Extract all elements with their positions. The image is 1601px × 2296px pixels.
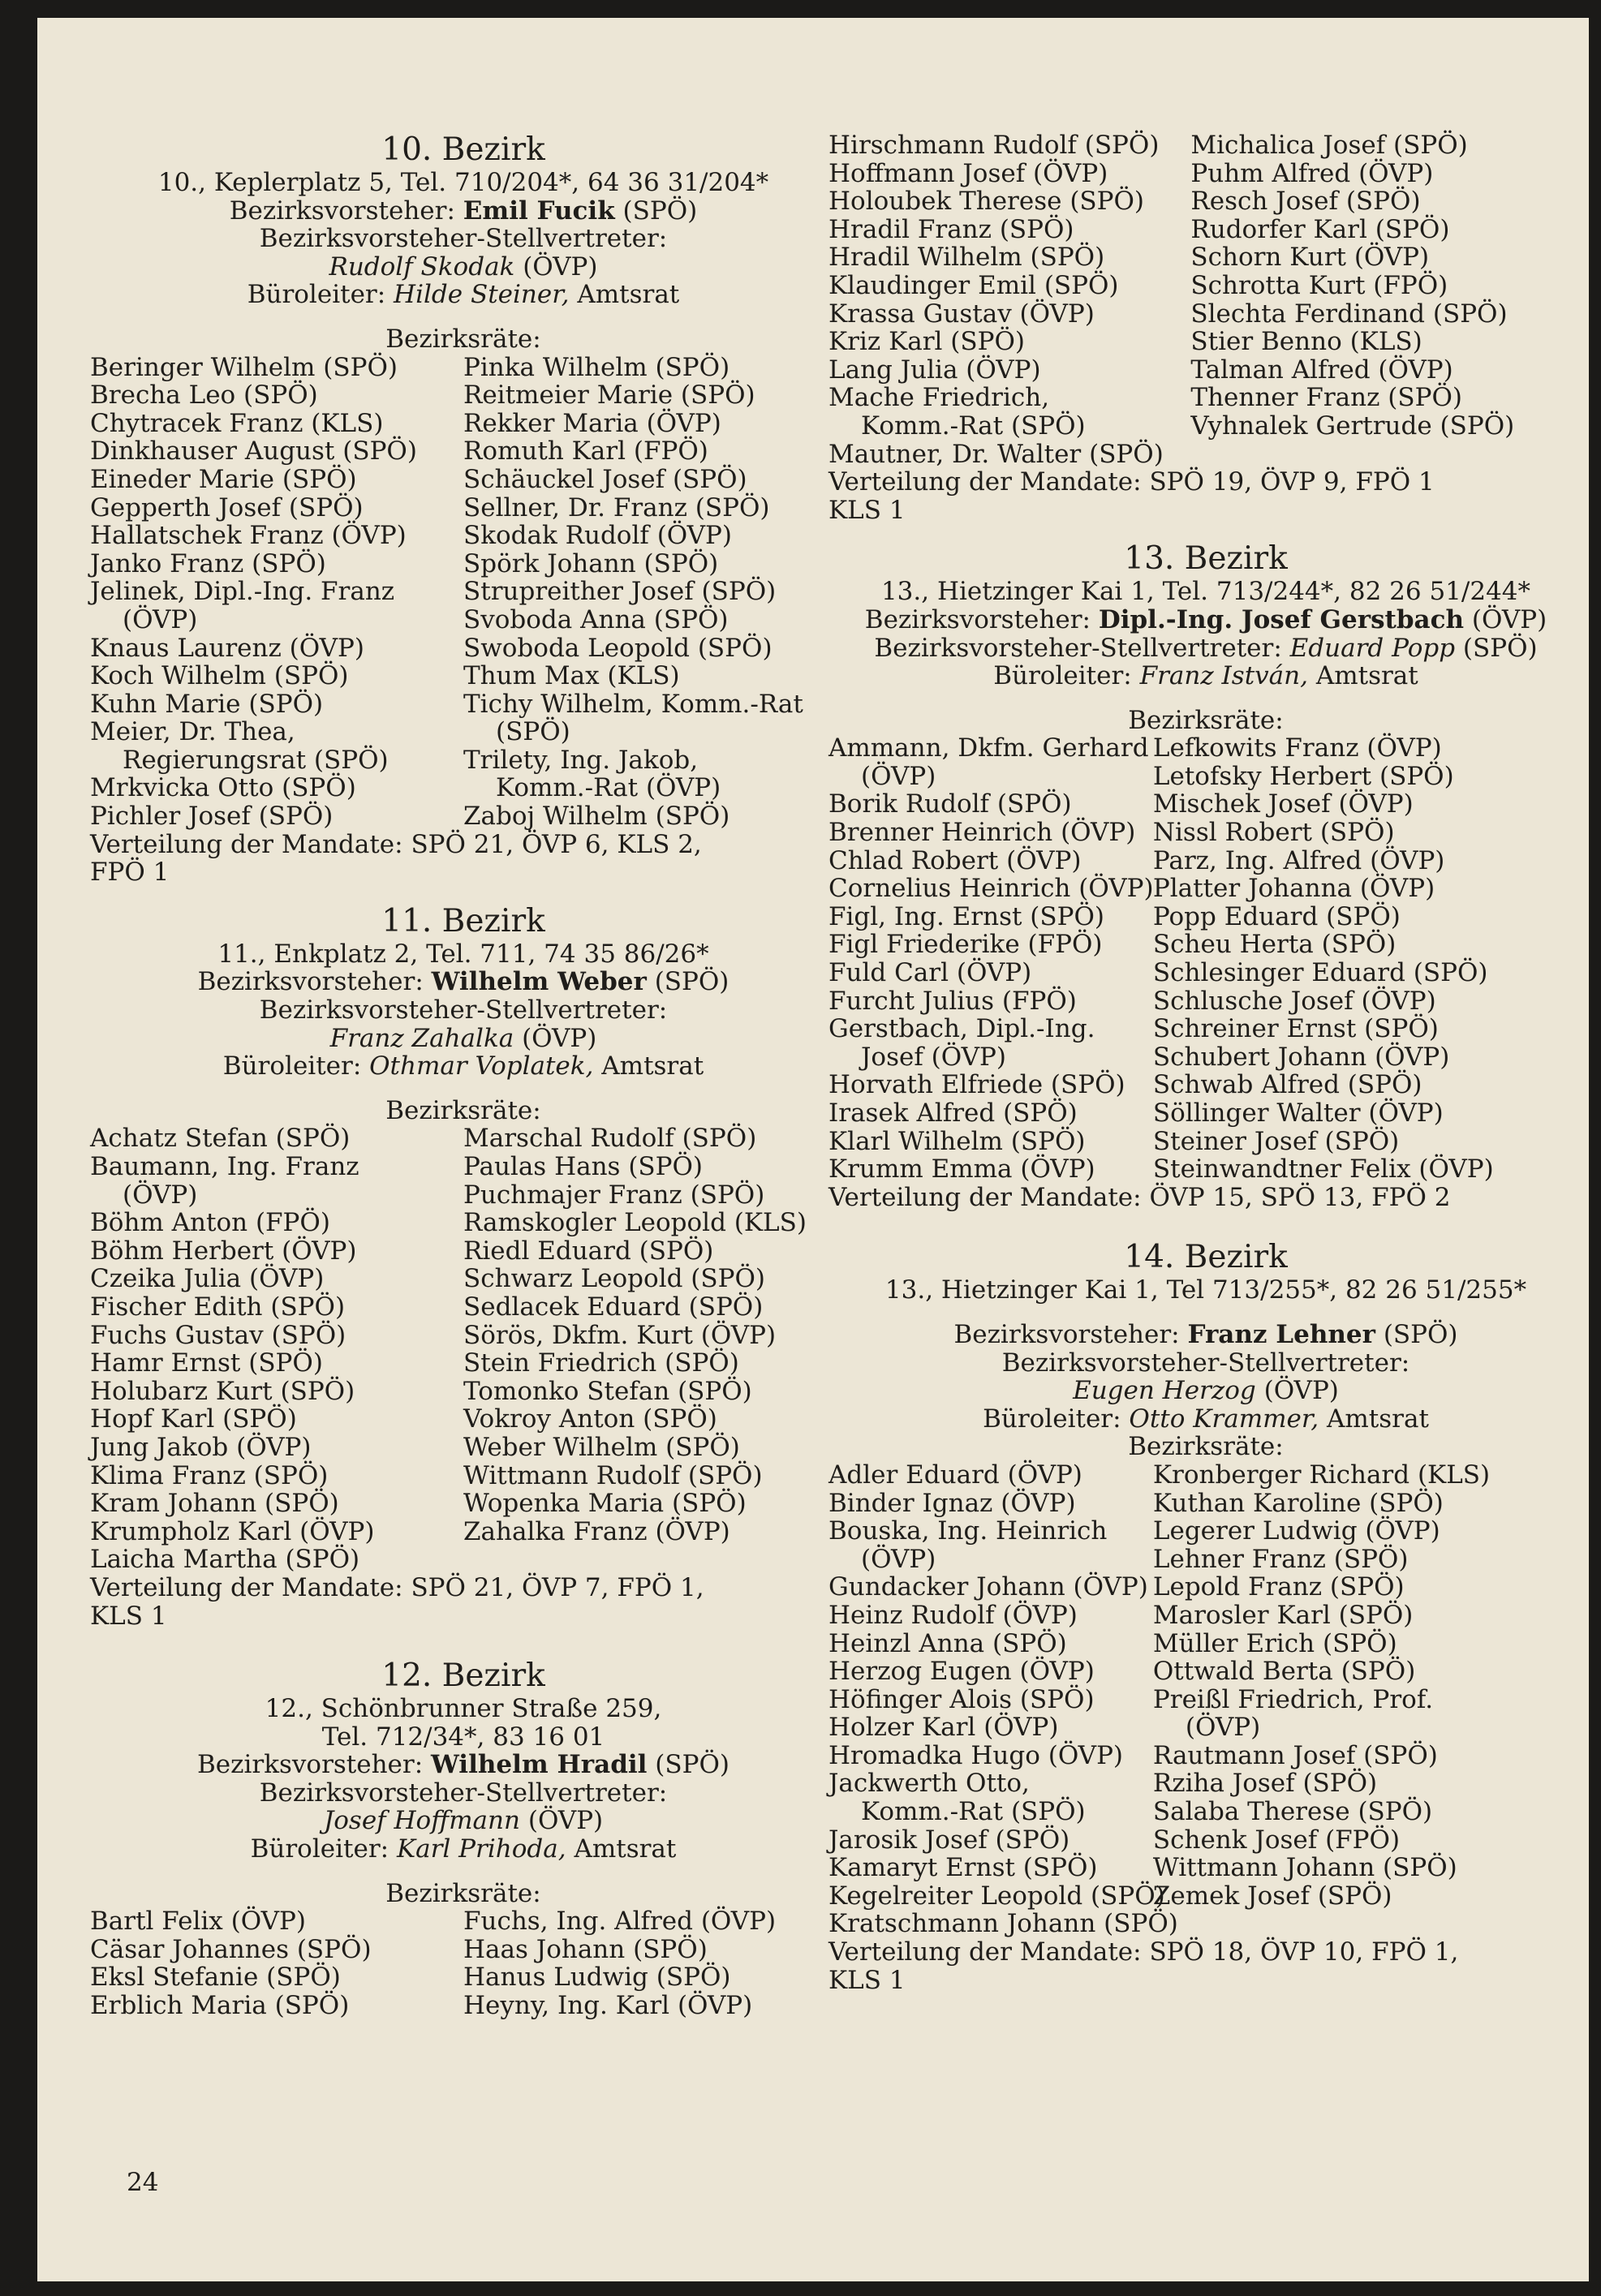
list-item: Nissl Robert (SPÖ) xyxy=(1152,818,1395,848)
list-item: Schwab Alfred (SPÖ) xyxy=(1152,1070,1422,1100)
list-item: (ÖVP) xyxy=(861,761,936,791)
list-item: Achatz Stefan (SPÖ) xyxy=(90,1124,351,1154)
list-item: Vyhnalek Gertrude (SPÖ) xyxy=(1190,411,1515,441)
address-12b: Tel. 712/34*, 83 16 01 xyxy=(321,1722,605,1752)
members-list-12-cont xyxy=(828,131,1583,468)
list-item: Puchmajer Franz (SPÖ) xyxy=(463,1180,765,1210)
stv-label-10: Bezirksvorsteher-Stellvertreter: xyxy=(259,224,668,254)
list-item: Romuth Karl (FPÖ) xyxy=(463,436,708,467)
mandate-12b: KLS 1 xyxy=(828,495,906,525)
stv-label-11: Bezirksvorsteher-Stellvertreter: xyxy=(259,995,668,1025)
address-12a: 12., Schönbrunner Straße 259, xyxy=(265,1694,662,1724)
vorsteher-12: Bezirksvorsteher: Wilhelm Hradil (SPÖ) xyxy=(197,1750,729,1780)
list-item: Zahalka Franz (ÖVP) xyxy=(463,1516,730,1546)
list-item: Parz, Ing. Alfred (ÖVP) xyxy=(1152,845,1445,875)
list-item: Beringer Wilhelm (SPÖ) xyxy=(90,352,398,382)
list-item: Sörös, Dkfm. Kurt (ÖVP) xyxy=(463,1320,777,1350)
list-item: Hallatschek Franz (ÖVP) xyxy=(90,521,407,551)
mandate-14: Verteilung der Mandate: SPÖ 18, ÖVP 10, FPÖ 1, xyxy=(828,1937,1459,1967)
list-item: Wittmann Rudolf (SPÖ) xyxy=(463,1460,763,1490)
list-item: Pinka Wilhelm (SPÖ) xyxy=(463,352,730,382)
list-item: Stier Benno (KLS) xyxy=(1190,327,1422,357)
list-item: Adler Eduard (ÖVP) xyxy=(828,1460,1082,1490)
stv-13: Bezirksvorsteher-Stellvertreter: Eduard Popp (SPÖ) xyxy=(874,633,1538,663)
stv-11: Franz Zahalka (ÖVP) xyxy=(329,1023,597,1053)
list-item: (ÖVP) xyxy=(861,1544,936,1574)
list-item: Komm.-Rat (SPÖ) xyxy=(861,411,1086,441)
list-item: Horvath Elfriede (SPÖ) xyxy=(828,1070,1125,1100)
list-item: Komm.-Rat (ÖVP) xyxy=(496,773,721,803)
stv-label-14: Bezirksvorsteher-Stellvertreter: xyxy=(1001,1348,1410,1378)
list-item: Preißl Friedrich, Prof. xyxy=(1152,1684,1434,1714)
buero-13: Büroleiter: Franz István, Amtsrat xyxy=(993,661,1418,691)
list-item: Marschal Rudolf (SPÖ) xyxy=(463,1124,757,1154)
list-item: Wittmann Johann (SPÖ) xyxy=(1152,1853,1457,1883)
list-item: Steiner Josef (SPÖ) xyxy=(1152,1126,1400,1156)
members-list-13 xyxy=(828,734,1583,1184)
list-item: Kratschmann Johann (SPÖ) xyxy=(828,1909,1178,1939)
list-item: Furcht Julius (FPÖ) xyxy=(828,986,1077,1016)
list-item: Ammann, Dkfm. Gerhard xyxy=(828,733,1149,763)
list-item: Kronberger Richard (KLS) xyxy=(1152,1460,1491,1490)
list-item: Resch Josef (SPÖ) xyxy=(1190,187,1421,217)
list-item: Lehner Franz (SPÖ) xyxy=(1152,1544,1409,1574)
list-item: Mrkvicka Otto (SPÖ) xyxy=(90,773,356,803)
address-11: 11., Enkplatz 2, Tel. 711, 74 35 86/26* xyxy=(217,939,709,969)
left-column xyxy=(90,131,837,2020)
list-item: Paulas Hans (SPÖ) xyxy=(463,1152,704,1181)
list-item: Schlesinger Eduard (SPÖ) xyxy=(1152,958,1488,988)
list-item: Cäsar Johannes (SPÖ) xyxy=(90,1934,372,1964)
list-item: Hirschmann Rudolf (SPÖ) xyxy=(828,131,1160,160)
mandate-13: Verteilung der Mandate: ÖVP 15, SPÖ 13, FPÖ 2 xyxy=(828,1182,1451,1212)
vorsteher-name-12: Wilhelm Hradil xyxy=(431,1750,648,1780)
list-item: Müller Erich (SPÖ) xyxy=(1152,1628,1397,1658)
list-item: Mischek Josef (ÖVP) xyxy=(1152,789,1414,819)
list-item: Jung Jakob (ÖVP) xyxy=(90,1432,312,1462)
list-item: Kram Johann (SPÖ) xyxy=(90,1489,339,1519)
list-item: Krumm Emma (ÖVP) xyxy=(828,1154,1095,1185)
section-title-11: 11. Bezirk xyxy=(381,902,545,939)
list-item: Fuchs Gustav (SPÖ) xyxy=(90,1320,346,1350)
list-item: Gundacker Johann (ÖVP) xyxy=(828,1572,1148,1602)
list-item: Platter Johanna (ÖVP) xyxy=(1152,874,1435,904)
list-item: Böhm Herbert (ÖVP) xyxy=(90,1236,357,1266)
list-item: Komm.-Rat (SPÖ) xyxy=(861,1797,1086,1827)
list-item: Schlusche Josef (ÖVP) xyxy=(1152,986,1436,1016)
list-item: Haas Johann (SPÖ) xyxy=(463,1934,708,1964)
buero-12: Büroleiter: Karl Prihoda, Amtsrat xyxy=(250,1834,677,1864)
list-item: Weber Wilhelm (SPÖ) xyxy=(463,1432,740,1462)
list-item: Steinwandtner Felix (ÖVP) xyxy=(1152,1154,1494,1185)
mandate-12: Verteilung der Mandate: SPÖ 19, ÖVP 9, FPÖ 1 xyxy=(828,467,1435,497)
list-item: (SPÖ) xyxy=(496,717,570,747)
mandate-10b: FPÖ 1 xyxy=(90,858,170,888)
vorsteher-name-14: Franz Lehner xyxy=(1187,1319,1375,1349)
list-item: Josef (ÖVP) xyxy=(861,1042,1006,1072)
list-item: Gerstbach, Dipl.-Ing. xyxy=(828,1014,1095,1044)
list-item: Fuchs, Ing. Alfred (ÖVP) xyxy=(463,1907,777,1937)
list-item: Zaboj Wilhelm (SPÖ) xyxy=(463,802,730,832)
vorsteher-10: Bezirksvorsteher: Emil Fucik (SPÖ) xyxy=(229,196,698,226)
list-item: Hromadka Hugo (ÖVP) xyxy=(828,1740,1124,1770)
list-item: Schubert Johann (ÖVP) xyxy=(1152,1042,1450,1072)
list-item: Brenner Heinrich (ÖVP) xyxy=(828,818,1136,848)
address-10: 10., Keplerplatz 5, Tel. 710/204*, 64 36 31/204* xyxy=(157,168,769,197)
raete-label-12: Bezirksräte: xyxy=(385,1878,541,1908)
address-13: 13., Hietzinger Kai 1, Tel. 713/244*, 82 26 51/244* xyxy=(880,577,1531,607)
list-item: Talman Alfred (ÖVP) xyxy=(1190,355,1453,385)
list-item: Jarosik Josef (SPÖ) xyxy=(828,1825,1070,1855)
list-item: Baumann, Ing. Franz xyxy=(90,1152,359,1181)
list-item: Erblich Maria (SPÖ) xyxy=(90,1991,350,2021)
list-item: Koch Wilhelm (SPÖ) xyxy=(90,661,349,691)
mandate-11b: KLS 1 xyxy=(90,1601,167,1631)
buero-10: Büroleiter: Hilde Steiner, Amtsrat xyxy=(247,280,680,310)
list-item: Meier, Dr. Thea, xyxy=(90,717,295,747)
list-item: (ÖVP) xyxy=(123,1180,198,1210)
list-item: Holubarz Kurt (SPÖ) xyxy=(90,1376,355,1406)
list-item: Fischer Edith (SPÖ) xyxy=(90,1292,346,1322)
mandate-10: Verteilung der Mandate: SPÖ 21, ÖVP 6, KLS 2, xyxy=(90,829,702,859)
vorsteher-11: Bezirksvorsteher: Wilhelm Weber (SPÖ) xyxy=(197,967,729,997)
list-item: Thenner Franz (SPÖ) xyxy=(1190,383,1462,413)
list-item: Pichler Josef (SPÖ) xyxy=(90,802,334,832)
list-item: Kegelreiter Leopold (SPÖ) xyxy=(828,1881,1165,1911)
list-item: Schäuckel Josef (SPÖ) xyxy=(463,464,747,494)
list-item: Swoboda Leopold (SPÖ) xyxy=(463,633,773,663)
list-item: Krassa Gustav (ÖVP) xyxy=(828,299,1095,329)
list-item: Hradil Franz (SPÖ) xyxy=(828,214,1074,244)
list-item: Rudorfer Karl (SPÖ) xyxy=(1190,214,1450,244)
list-item: Figl Friederike (FPÖ) xyxy=(828,930,1103,960)
list-item: Höfinger Alois (SPÖ) xyxy=(828,1684,1095,1714)
list-item: Ottwald Berta (SPÖ) xyxy=(1152,1657,1416,1687)
list-item: Sedlacek Eduard (SPÖ) xyxy=(463,1292,764,1322)
list-item: Jelinek, Dipl.-Ing. Franz xyxy=(90,577,395,607)
list-item: Salaba Therese (SPÖ) xyxy=(1152,1797,1433,1827)
list-item: Schenk Josef (FPÖ) xyxy=(1152,1825,1401,1855)
list-item: Heinz Rudolf (ÖVP) xyxy=(828,1600,1078,1630)
list-item: Kuthan Karoline (SPÖ) xyxy=(1152,1488,1444,1518)
list-item: Laicha Martha (SPÖ) xyxy=(90,1545,360,1575)
page-number: 24 xyxy=(127,2168,159,2197)
list-item: Bartl Felix (ÖVP) xyxy=(90,1907,306,1937)
list-item: Spörk Johann (SPÖ) xyxy=(463,548,719,578)
list-item: Böhm Anton (FPÖ) xyxy=(90,1208,330,1238)
list-item: Stein Friedrich (SPÖ) xyxy=(463,1348,739,1378)
list-item: Schwarz Leopold (SPÖ) xyxy=(463,1264,765,1294)
members-list-10 xyxy=(90,354,837,831)
list-item: Krumpholz Karl (ÖVP) xyxy=(90,1516,375,1546)
list-item: Söllinger Walter (ÖVP) xyxy=(1152,1099,1444,1128)
list-item: Wopenka Maria (SPÖ) xyxy=(463,1489,747,1519)
mandate-11: Verteilung der Mandate: SPÖ 21, ÖVP 7, FPÖ 1, xyxy=(90,1572,704,1602)
stv-14: Eugen Herzog (ÖVP) xyxy=(1073,1376,1339,1406)
vorsteher-name-13: Dipl.-Ing. Josef Gerstbach xyxy=(1098,604,1465,634)
list-item: Tomonko Stefan (SPÖ) xyxy=(463,1376,752,1406)
list-item: Mache Friedrich, xyxy=(828,383,1050,413)
raete-label-11: Bezirksräte: xyxy=(385,1095,541,1125)
list-item: Klaudinger Emil (SPÖ) xyxy=(828,270,1119,300)
list-item: Ramskogler Leopold (KLS) xyxy=(463,1208,807,1238)
list-item: Holzer Karl (ÖVP) xyxy=(828,1713,1059,1743)
list-item: Klarl Wilhelm (SPÖ) xyxy=(828,1126,1086,1156)
stv-12: Josef Hoffmann (ÖVP) xyxy=(323,1806,604,1836)
list-item: Trilety, Ing. Jakob, xyxy=(463,745,699,775)
members-list-14 xyxy=(828,1461,1583,1938)
list-item: Thum Max (KLS) xyxy=(463,661,680,691)
vorsteher-name-10: Emil Fucik xyxy=(463,196,615,226)
members-list-12 xyxy=(90,1907,837,2019)
list-item: Letofsky Herbert (SPÖ) xyxy=(1152,761,1454,791)
list-item: Scheu Herta (SPÖ) xyxy=(1152,930,1397,960)
list-item: Dinkhauser August (SPÖ) xyxy=(90,436,417,467)
list-item: Zemek Josef (SPÖ) xyxy=(1152,1881,1392,1911)
list-item: Rautmann Josef (SPÖ) xyxy=(1152,1740,1438,1770)
list-item: Tichy Wilhelm, Komm.-Rat xyxy=(463,689,803,719)
list-item: Eksl Stefanie (SPÖ) xyxy=(90,1963,341,1993)
list-item: Eineder Marie (SPÖ) xyxy=(90,464,357,494)
list-item: Irasek Alfred (SPÖ) xyxy=(828,1099,1078,1128)
list-item: Jackwerth Otto, xyxy=(828,1769,1030,1799)
list-item: Riedl Eduard (SPÖ) xyxy=(463,1236,714,1266)
mandate-14b: KLS 1 xyxy=(828,1965,906,1995)
list-item: Hanus Ludwig (SPÖ) xyxy=(463,1963,731,1993)
list-item: Fuld Carl (ÖVP) xyxy=(828,958,1032,988)
list-item: Cornelius Heinrich (ÖVP) xyxy=(828,874,1154,904)
list-item: Hamr Ernst (SPÖ) xyxy=(90,1348,323,1378)
list-item: Knaus Laurenz (ÖVP) xyxy=(90,633,364,663)
list-item: Brecha Leo (SPÖ) xyxy=(90,381,318,411)
list-item: Rziha Josef (SPÖ) xyxy=(1152,1769,1378,1799)
list-item: Kamaryt Ernst (SPÖ) xyxy=(828,1853,1098,1883)
list-item: Herzog Eugen (ÖVP) xyxy=(828,1657,1095,1687)
list-item: Slechta Ferdinand (SPÖ) xyxy=(1190,299,1508,329)
list-item: Kriz Karl (SPÖ) xyxy=(828,327,1026,357)
list-item: Heinzl Anna (SPÖ) xyxy=(828,1628,1067,1658)
list-item: Borik Rudolf (SPÖ) xyxy=(828,789,1072,819)
vorsteher-13: Bezirksvorsteher: Dipl.-Ing. Josef Gerstbach (ÖVP) xyxy=(864,604,1547,634)
list-item: Skodak Rudolf (ÖVP) xyxy=(463,521,733,551)
list-item: Gepperth Josef (SPÖ) xyxy=(90,492,364,522)
list-item: Hopf Karl (SPÖ) xyxy=(90,1404,297,1434)
list-item: Lefkowits Franz (ÖVP) xyxy=(1152,733,1442,763)
list-item: Chlad Robert (ÖVP) xyxy=(828,845,1082,875)
raete-label-13: Bezirksräte: xyxy=(1128,705,1284,735)
list-item: Vokroy Anton (SPÖ) xyxy=(463,1404,717,1434)
section-title-10: 10. Bezirk xyxy=(381,131,545,168)
buero-11: Büroleiter: Othmar Voplatek, Amtsrat xyxy=(222,1051,704,1081)
stv-label-12: Bezirksvorsteher-Stellvertreter: xyxy=(259,1778,668,1808)
list-item: Regierungsrat (SPÖ) xyxy=(123,745,389,775)
raete-label-14: Bezirksräte: xyxy=(1128,1432,1284,1462)
list-item: Marosler Karl (SPÖ) xyxy=(1152,1600,1414,1630)
vorsteher-14: Bezirksvorsteher: Franz Lehner (SPÖ) xyxy=(953,1319,1458,1349)
list-item: Klima Franz (SPÖ) xyxy=(90,1460,329,1490)
list-item: Chytracek Franz (KLS) xyxy=(90,408,384,438)
list-item: Schreiner Ernst (SPÖ) xyxy=(1152,1014,1439,1044)
list-item: Strupreither Josef (SPÖ) xyxy=(463,577,777,607)
list-item: Schrotta Kurt (FPÖ) xyxy=(1190,270,1448,300)
list-item: Michalica Josef (SPÖ) xyxy=(1190,131,1468,160)
list-item: Heyny, Ing. Karl (ÖVP) xyxy=(463,1991,753,2021)
list-item: Kuhn Marie (SPÖ) xyxy=(90,689,324,719)
list-item: Janko Franz (SPÖ) xyxy=(90,548,326,578)
list-item: Legerer Ludwig (ÖVP) xyxy=(1152,1516,1440,1546)
list-item: Reitmeier Marie (SPÖ) xyxy=(463,381,755,411)
list-item: Lang Julia (ÖVP) xyxy=(828,355,1041,385)
buero-14: Büroleiter: Otto Krammer, Amtsrat xyxy=(983,1404,1429,1434)
section-title-12: 12. Bezirk xyxy=(381,1658,545,1695)
list-item: Figl, Ing. Ernst (SPÖ) xyxy=(828,901,1104,931)
list-item: Sellner, Dr. Franz (SPÖ) xyxy=(463,492,770,522)
stv-10: Rudolf Skodak (ÖVP) xyxy=(329,252,598,282)
list-item: Bouska, Ing. Heinrich xyxy=(828,1516,1108,1546)
section-title-14: 14. Bezirk xyxy=(1124,1239,1288,1276)
vorsteher-name-11: Wilhelm Weber xyxy=(431,967,647,997)
raete-label-10: Bezirksräte: xyxy=(385,324,541,354)
list-item: Czeika Julia (ÖVP) xyxy=(90,1264,325,1294)
section-title-13: 13. Bezirk xyxy=(1124,540,1288,578)
document-page xyxy=(37,18,1589,2281)
list-item: Hoffmann Josef (ÖVP) xyxy=(828,158,1108,188)
list-item: Schorn Kurt (ÖVP) xyxy=(1190,243,1430,273)
list-item: Hradil Wilhelm (SPÖ) xyxy=(828,243,1105,273)
right-column xyxy=(828,131,1583,1994)
list-item: Svoboda Anna (SPÖ) xyxy=(463,604,729,634)
list-item: Rekker Maria (ÖVP) xyxy=(463,408,721,438)
members-list-11 xyxy=(90,1124,837,1574)
list-item: Puhm Alfred (ÖVP) xyxy=(1190,158,1434,188)
list-item: Mautner, Dr. Walter (SPÖ) xyxy=(828,439,1164,469)
address-14: 13., Hietzinger Kai 1, Tel 713/255*, 82 26 51/255* xyxy=(884,1275,1527,1305)
list-item: (ÖVP) xyxy=(1185,1713,1261,1743)
list-item: Holoubek Therese (SPÖ) xyxy=(828,187,1145,217)
list-item: (ÖVP) xyxy=(123,604,198,634)
list-item: Popp Eduard (SPÖ) xyxy=(1152,901,1401,931)
list-item: Binder Ignaz (ÖVP) xyxy=(828,1488,1076,1518)
list-item: Lepold Franz (SPÖ) xyxy=(1152,1572,1405,1602)
